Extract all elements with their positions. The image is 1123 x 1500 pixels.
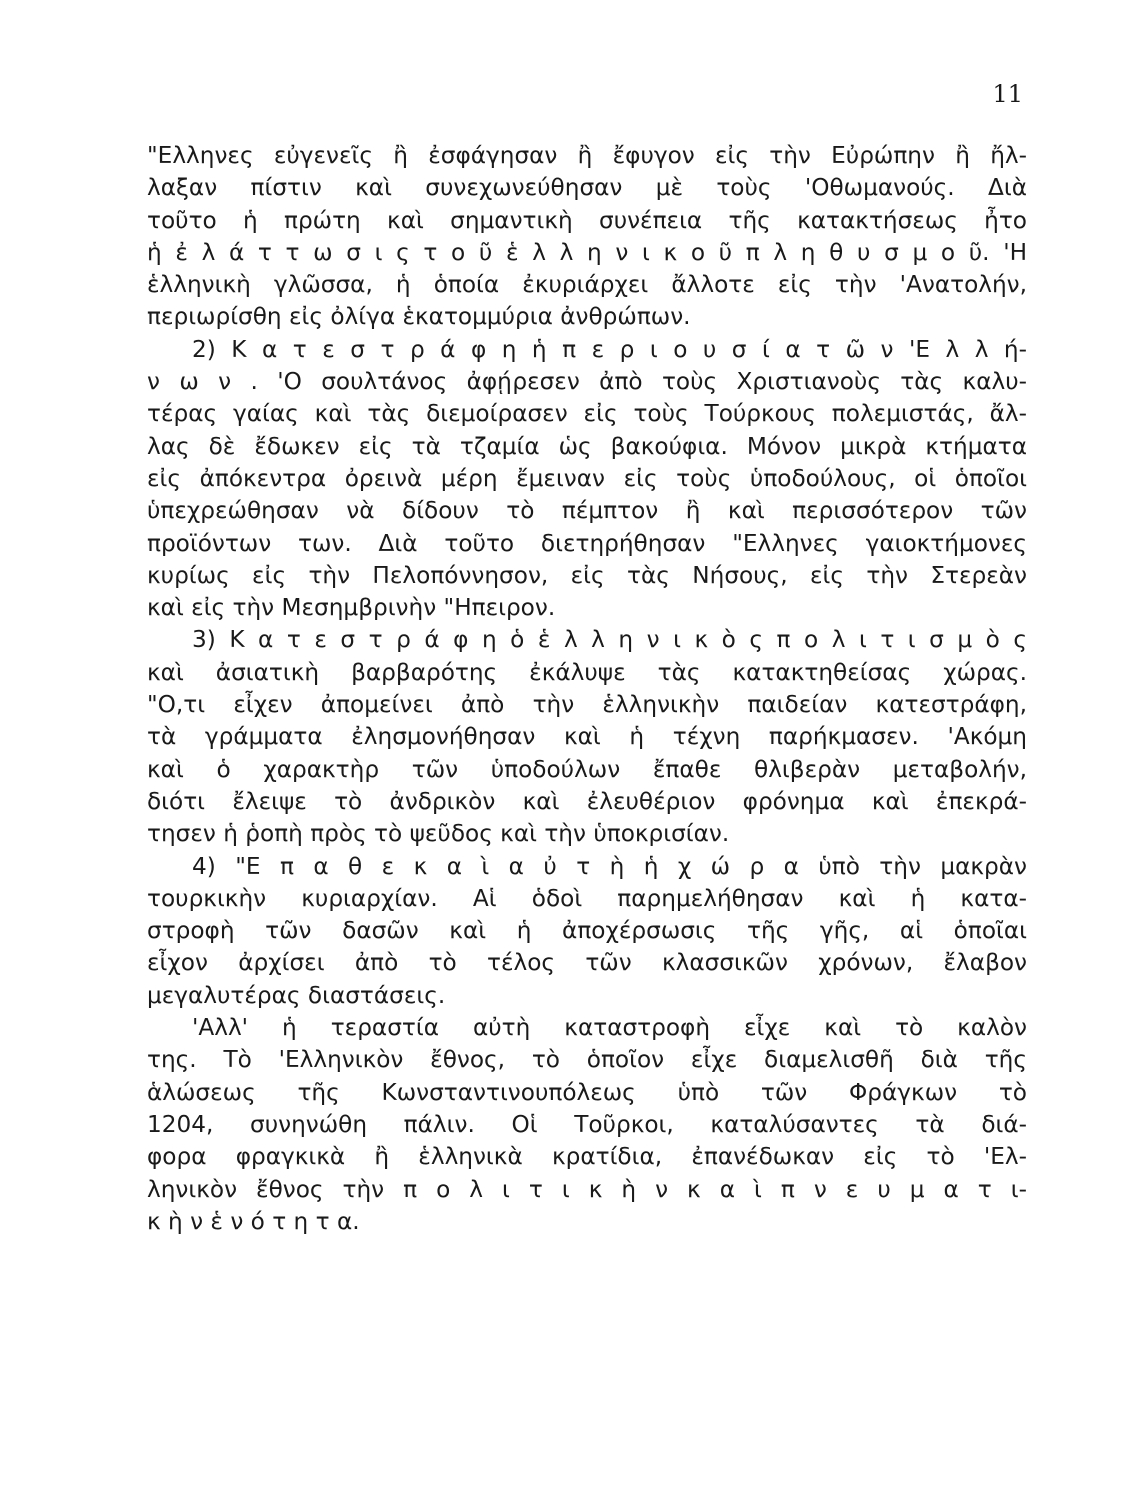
text-line: κυρίως εἰς τὴν Πελοπόννησον, εἰς τὰς Νήσους, εἰς τὴν Στερεὰν <box>147 561 1027 589</box>
text-line: 1204, συνηνώθη πάλιν. Οἱ Τοῦρκοι, καταλύσαντες τὰ διά- <box>147 1110 1027 1138</box>
text-line: λας δὲ ἔδωκεν εἰς τὰ τζαμία ὡς βακούφια. Μόνον μικρὰ κτήματα <box>147 432 1027 460</box>
text-line: διότι ἔλειψε τὸ ἀνδρικὸν καὶ ἐλευθέριον φρόνημα καὶ ἐπεκρά- <box>147 787 1027 815</box>
text-line: 3) Κ α τ ε σ τ ρ ά φ η ὁ ἑ λ λ η ν ι κ ὸ ς π ο λ ι τ ι σ μ ὸ ς <box>192 626 1027 654</box>
text-line: καὶ ὁ χαρακτὴρ τῶν ὑποδούλων ἔπαθε θλιβερὰν μεταβολήν, <box>147 755 1027 783</box>
text-line: τέρας γαίας καὶ τὰς διεμοίρασεν εἰς τοὺς Τούρκους πολεμιστάς, ἄλ- <box>147 400 1027 428</box>
text-line: "Ελληνες εὐγενεῖς ἢ ἐσφάγησαν ἢ ἔφυγον εἰς τὴν Εὐρώπην ἢ ἤλ- <box>147 142 1027 169</box>
text-line: καὶ ἀσιατικὴ βαρβαρότης ἐκάλυψε τὰς κατακτηθείσας χώρας. <box>147 658 1027 686</box>
text-line: μεγαλυτέρας διαστάσεις. <box>147 981 446 1009</box>
text-line: τὰ γράμματα ἐλησμονήθησαν καὶ ἡ τέχνη παρήκμασεν. 'Ακόμη <box>147 723 1027 751</box>
text-line: εἰς ἀπόκεντρα ὀρεινὰ μέρη ἔμειναν εἰς τοὺς ὑποδούλους, οἱ ὁποῖοι <box>147 464 1027 492</box>
text-line: προϊόντων των. Διὰ τοῦτο διετηρήθησαν "Ελληνες γαιοκτήμονες <box>147 529 1027 557</box>
text-line: φορα φραγκικὰ ἢ ἑλληνικὰ κρατίδια, ἐπανέδωκαν εἰς τὸ 'Ελ- <box>147 1143 1027 1171</box>
text-line: τοῦτο ἡ πρώτη καὶ σημαντικὴ συνέπεια τῆς κατακτήσεως ἦτο <box>147 206 1027 234</box>
text-line: περιωρίσθη εἰς ὀλίγα ἑκατομμύρια ἀνθρώπων. <box>147 303 691 331</box>
text-line: "Ο,τι εἶχεν ἀπομείνει ἀπὸ τὴν ἑλληνικὴν παιδείαν κατεστράφη, <box>147 691 1027 719</box>
text-line: εἶχον ἀρχίσει ἀπὸ τὸ τέλος τῶν κλασσικῶν χρόνων, ἔλαβον <box>147 949 1027 977</box>
text-line: τησεν ἡ ῥοπὴ πρὸς τὸ ψεῦδος καὶ τὴν ὑποκρισίαν. <box>147 820 730 848</box>
text-line: λαξαν πίστιν καὶ συνεχωνεύθησαν μὲ τοὺς 'Οθωμανούς. Διὰ <box>147 174 1027 202</box>
text-line: ὑπεχρεώθησαν νὰ δίδουν τὸ πέμπτον ἢ καὶ περισσότερον τῶν <box>147 497 1027 525</box>
text-line: 4) "Ε π α θ ε κ α ὶ α ὐ τ ὴ ἡ χ ώ ρ α ὑπὸ τὴν μακρὰν <box>192 852 1027 880</box>
text-line: 2) Κ α τ ε σ τ ρ ά φ η ἡ π ε ρ ι ο υ σ ί α τ ῶ ν 'Ε λ λ ή- <box>192 335 1027 363</box>
text-line: κ ὴ ν ἑ ν ό τ η τ α. <box>147 1207 360 1235</box>
text-line: καὶ εἰς τὴν Μεσημβρινὴν "Ηπειρον. <box>147 594 556 622</box>
text-line: ληνικὸν ἔθνος τὴν π ο λ ι τ ι κ ὴ ν κ α ὶ π ν ε υ μ α τ ι- <box>147 1175 1027 1203</box>
text-line: τουρκικὴν κυριαρχίαν. Αἱ ὁδοὶ παρημελήθησαν καὶ ἡ κατα- <box>147 884 1027 912</box>
text-line: ν ω ν . 'Ο σουλτάνος ἀφῄρεσεν ἀπὸ τοὺς Χριστιανοὺς τὰς καλυ- <box>147 368 1027 396</box>
text-line: ἡ ἐ λ ά τ τ ω σ ι ς τ ο ῦ ἑ λ λ η ν ι κ ο ῦ π λ η θ υ σ μ ο ῦ. 'Η <box>147 238 1027 266</box>
text-line: της. Τὸ 'Ελληνικὸν ἔθνος, τὸ ὁποῖον εἶχε διαμελισθῆ διὰ τῆς <box>147 1046 1027 1074</box>
text-line: στροφὴ τῶν δασῶν καὶ ἡ ἀποχέρσωσις τῆς γῆς, αἱ ὁποῖαι <box>147 917 1027 945</box>
text-line: ἁλώσεως τῆς Κωνσταντινουπόλεως ὑπὸ τῶν Φράγκων τὸ <box>147 1078 1027 1106</box>
text-line: 'Αλλ' ἡ τεραστία αὐτὴ καταστροφὴ εἶχε καὶ τὸ καλὸν <box>192 1014 1027 1042</box>
text-line: ἑλληνικὴ γλῶσσα, ἡ ὁποία ἐκυριάρχει ἄλλοτε εἰς τὴν 'Ανατολήν, <box>147 271 1027 299</box>
body-text <box>147 140 1027 1238</box>
page-number: 11 <box>992 80 1023 108</box>
